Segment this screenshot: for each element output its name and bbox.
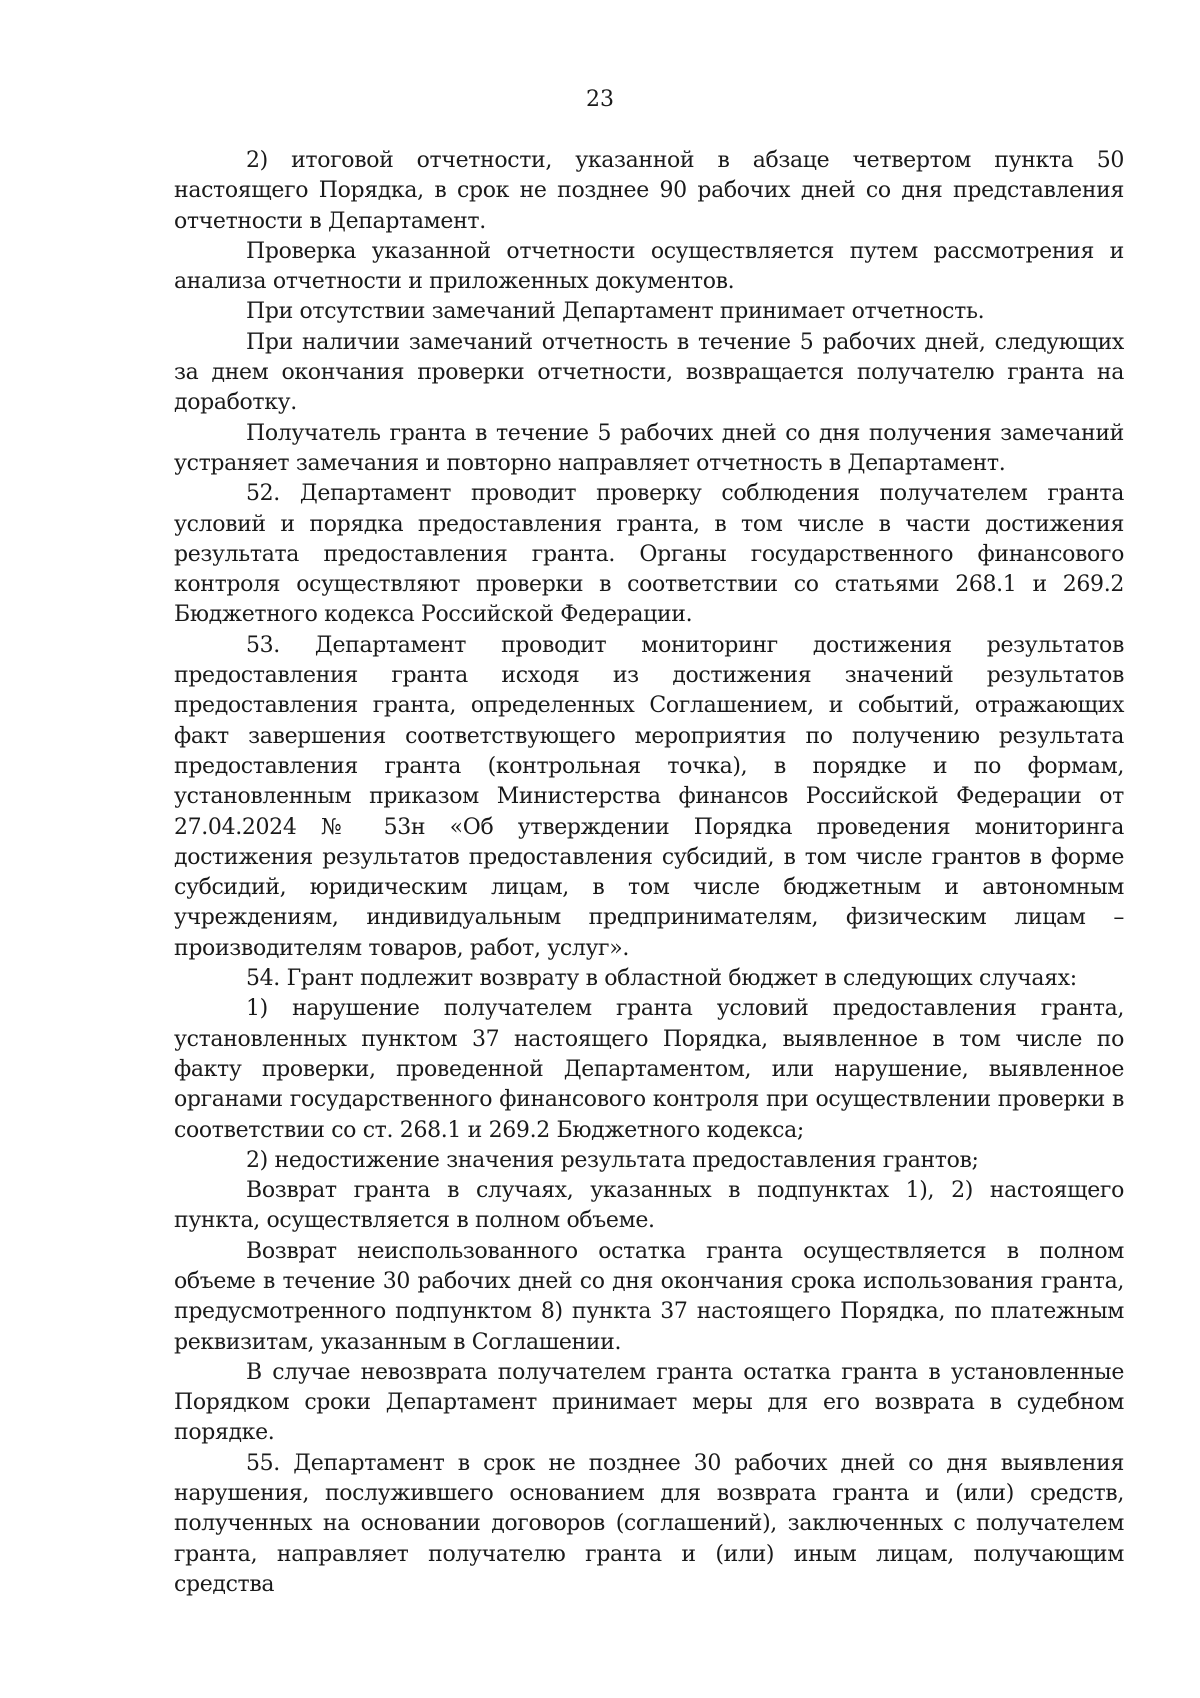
page-number: 23 [586, 87, 614, 112]
document-body [174, 146, 1124, 1600]
paragraph-case-2: 2) недостижение значения результата предоставления грантов; [246, 1147, 979, 1173]
paragraph-report-check: Проверка указанной отчетности осуществляется путем рассмотрения и анализа отчетности и приложенных документов. [174, 238, 1124, 295]
paragraph-clause-55: 55. Департамент в срок не позднее 30 рабочих дней со дня выявления нарушения, послужившего основанием для возврата гранта и (или) средств, полученных на основании договоров (соглашений), заключенных с получателем гранта, направляет получателю гранта и (или) иным лицам, получающим средства [174, 1450, 1124, 1597]
paragraph-report-deadline: 2) итоговой отчетности, указанной в абзаце четвертом пункта 50 настоящего Порядка, в срок не позднее 90 рабочих дней со дня представления отчетности в Департамент. [174, 148, 1124, 234]
paragraph-case-1: 1) нарушение получателем гранта условий предоставления гранта, установленных пунктом 37 настоящего Порядка, выявленное в том числе по факту проверки, проведенной Департаментом, или нарушение, выявленное органами государственного финансового контроля при осуществлении проверки в соответствии со ст. 268.1 и 269.2 Бюджетного кодекса; [174, 996, 1124, 1143]
paragraph-clause-53: 53. Департамент проводит мониторинг достижения результатов предоставления гранта исходя из достижения значений результатов предоставления гранта, определенных Соглашением, и событий, отражающих факт завершения соответствующего мероприятия по получению результата предоставления гранта (контрольная точка), в порядке и по формам, установленным приказом Министерства финансов Российской Федерации от 27.04.2024 № 53н «Об утверждении Порядка проведения мониторинга достижения результатов предоставления субсидий, в том числе грантов в форме субсидий, юридическим лицам, в том числе бюджетным и автономным учреждениям, индивидуальным предпринимателям, физическим лицам – производителям товаров, работ, услуг». [174, 632, 1124, 961]
paragraph-full-return: Возврат гранта в случаях, указанных в подпунктах 1), 2) настоящего пункта, осуществляется в полном объеме. [174, 1178, 1124, 1234]
paragraph-court-recovery: В случае невозврата получателем гранта остатка гранта в установленные Порядком сроки Департамент принимает меры для его возврата в судебном порядке. [174, 1359, 1124, 1446]
paragraph-unused-balance: Возврат неиспользованного остатка гранта осуществляется в полном объеме в течение 30 рабочих дней со дня окончания срока использования гранта, предусмотренного подпунктом 8) пункта 37 настоящего Порядка, по платежным реквизитам, указанным в Соглашении. [174, 1238, 1124, 1355]
paragraph-remarks-fix: Получатель гранта в течение 5 рабочих дней со дня получения замечаний устраняет замечания и повторно направляет отчетность в Департамент. [174, 420, 1124, 476]
paragraph-no-remarks: При отсутствии замечаний Департамент принимает отчетность. [246, 299, 985, 325]
paragraph-remarks-return: При наличии замечаний отчетность в течение 5 рабочих дней, следующих за днем окончания проверки отчетности, возвращается получателю гранта на доработку. [174, 329, 1124, 416]
paragraph-clause-52: 52. Департамент проводит проверку соблюдения получателем гранта условий и порядка предоставления гранта, в том числе в части достижения результата предоставления гранта. Органы государственного финансового контроля осуществляют проверки в соответствии со статьями 268.1 и 269.2 Бюджетного кодекса Российской Федерации. [174, 481, 1124, 628]
paragraph-clause-54: 54. Грант подлежит возврату в областной бюджет в следующих случаях: [246, 966, 1077, 992]
